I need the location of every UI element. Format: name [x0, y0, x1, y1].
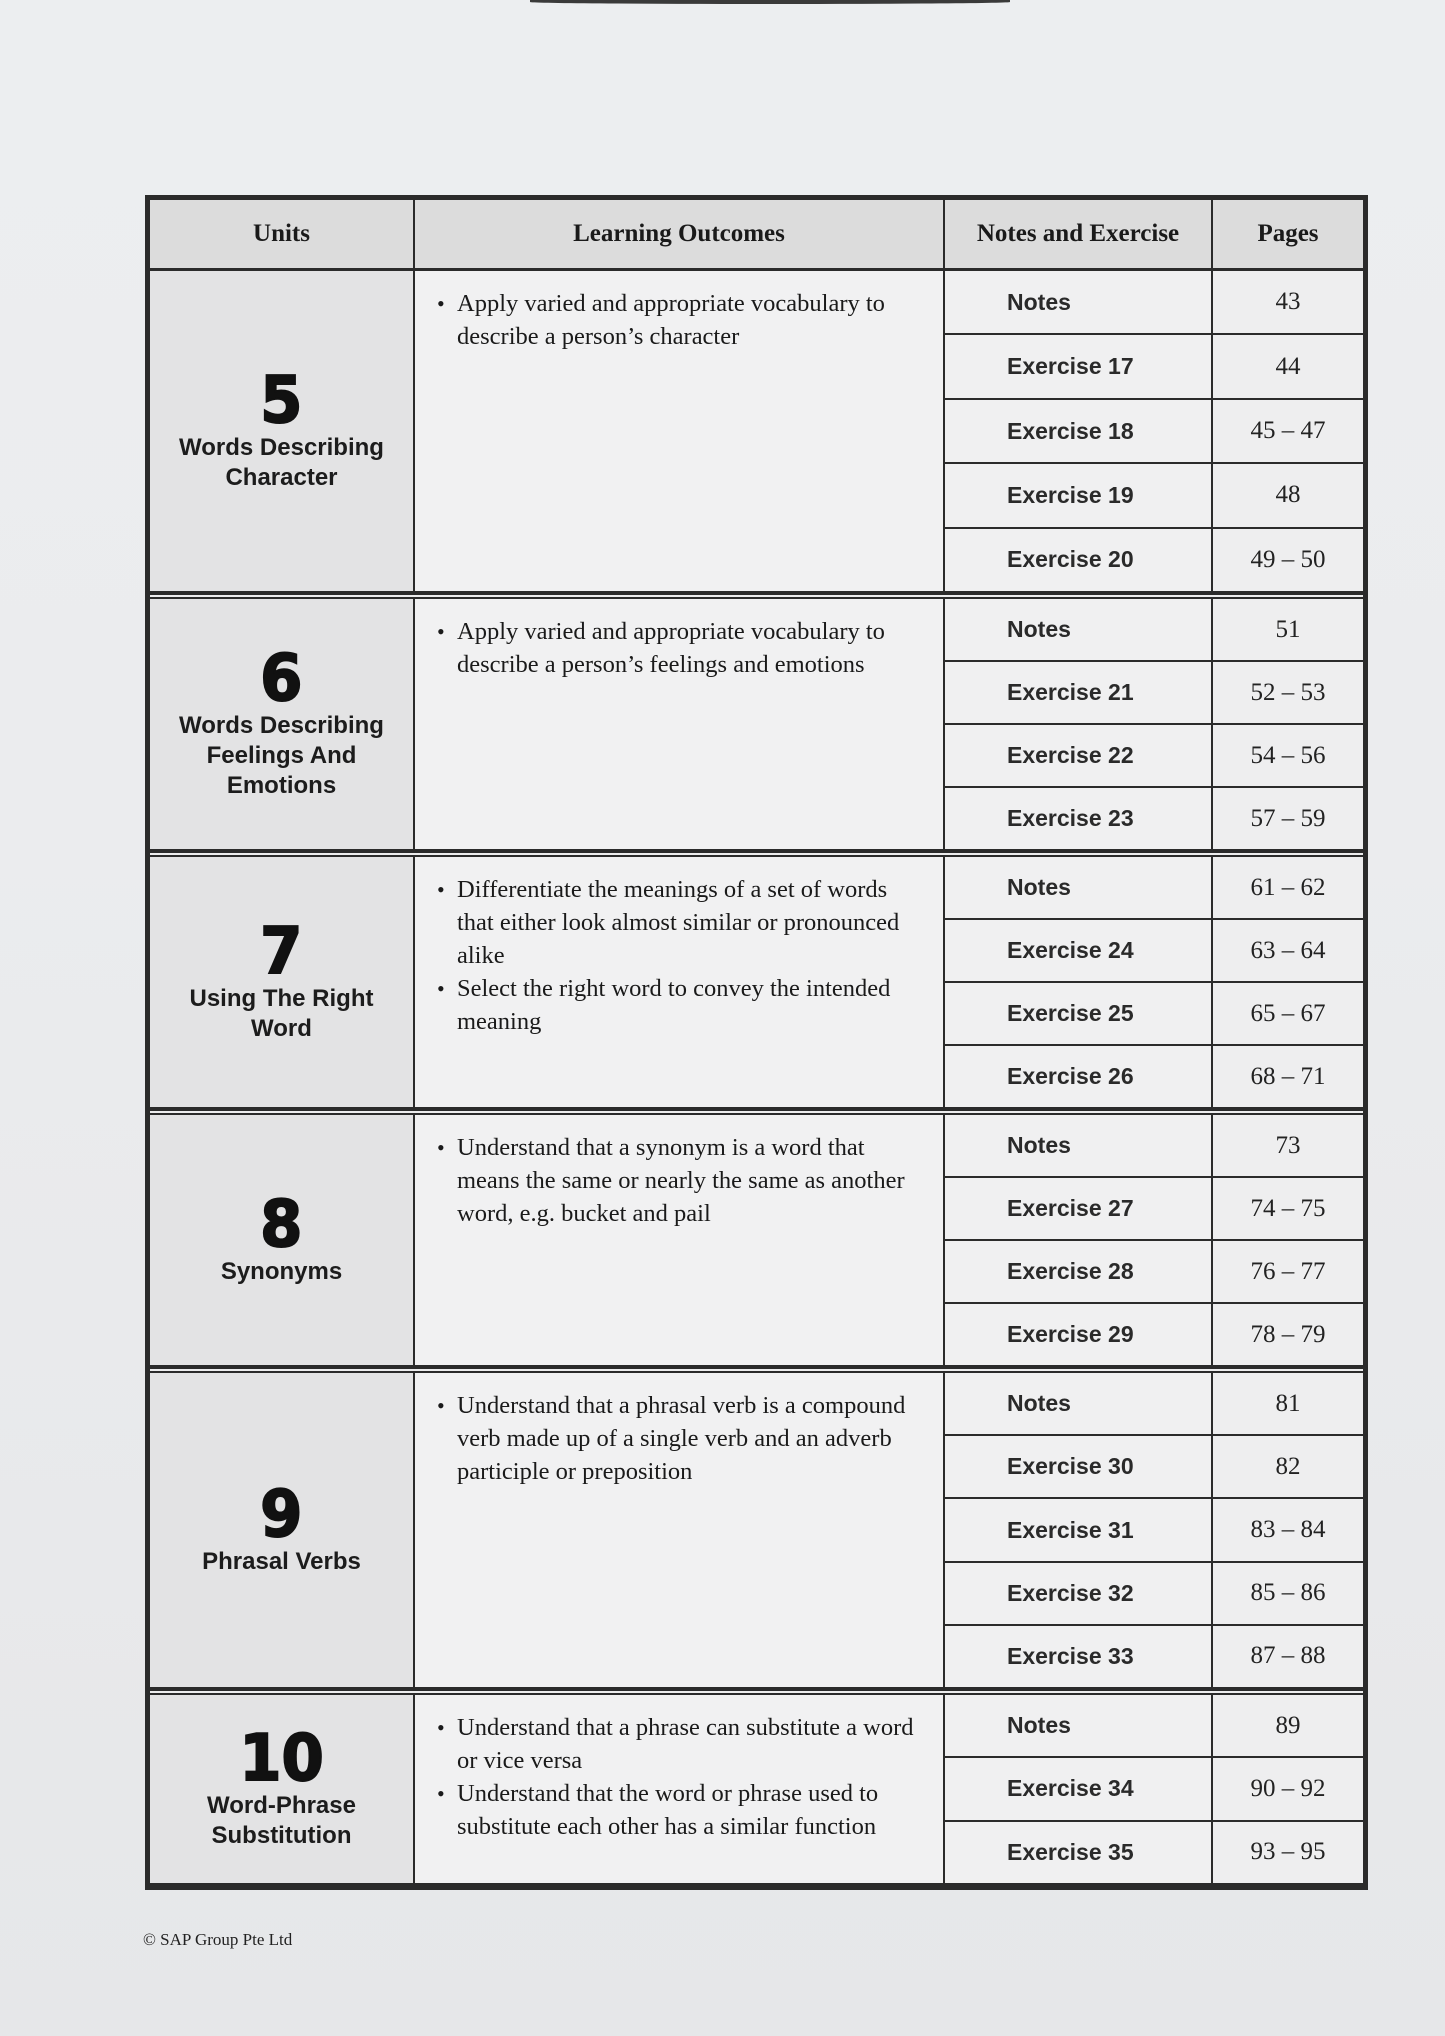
table-row: [945, 920, 1363, 983]
entry-pages: 74 – 75: [1213, 1178, 1363, 1239]
table-row: [945, 599, 1363, 662]
entry-label: Exercise 28: [945, 1241, 1213, 1302]
unit-number: 7: [260, 915, 303, 989]
entry-label: Exercise 25: [945, 983, 1213, 1044]
entry-pages: 52 – 53: [1213, 662, 1363, 723]
entry-pages: 90 – 92: [1213, 1758, 1363, 1819]
outcome-item: • Apply varied and appropriate vocabulary to describe a person’s character: [435, 287, 929, 353]
outcome-list: [435, 615, 929, 681]
entry-pages: 89: [1213, 1695, 1363, 1756]
entry-pages: 68 – 71: [1213, 1046, 1363, 1107]
table-row: [945, 983, 1363, 1046]
entry-pages: 44: [1213, 335, 1363, 397]
table-header-row: [150, 200, 1363, 271]
entry-label: Notes: [945, 1373, 1213, 1434]
unit-cell: [150, 1695, 415, 1883]
entry-label: Exercise 18: [945, 400, 1213, 462]
table-row: [945, 788, 1363, 849]
entry-label: Exercise 27: [945, 1178, 1213, 1239]
learning-outcomes-cell: [415, 599, 945, 849]
outcome-list: [435, 1389, 929, 1488]
entry-label: Notes: [945, 1115, 1213, 1176]
entry-pages: 49 – 50: [1213, 529, 1363, 591]
entry-label: Exercise 23: [945, 788, 1213, 849]
unit-section: [150, 593, 1363, 851]
entry-label: Exercise 21: [945, 662, 1213, 723]
entries-column: [945, 857, 1363, 1107]
unit-cell: [150, 599, 415, 849]
outcome-list: [435, 1711, 929, 1843]
entry-pages: 81: [1213, 1373, 1363, 1434]
entries-column: [945, 599, 1363, 849]
entries-column: [945, 1115, 1363, 1365]
entry-label: Exercise 34: [945, 1758, 1213, 1819]
unit-number: 9: [260, 1478, 303, 1552]
table-row: [945, 271, 1363, 335]
unit-section: [150, 1689, 1363, 1885]
header-learning-outcomes: Learning Outcomes: [415, 200, 945, 268]
entries-column: [945, 1695, 1363, 1883]
unit-title: Synonyms: [220, 1258, 343, 1285]
unit-number: 8: [260, 1188, 303, 1262]
entry-pages: 82: [1213, 1436, 1363, 1497]
learning-outcomes-cell: [415, 1115, 945, 1365]
entry-label: Exercise 22: [945, 725, 1213, 786]
entry-label: Exercise 26: [945, 1046, 1213, 1107]
entry-label: Exercise 24: [945, 920, 1213, 981]
entry-pages: 83 – 84: [1213, 1499, 1363, 1560]
learning-outcomes-cell: [415, 271, 945, 591]
unit-title: Phrasal Verbs: [202, 1548, 361, 1575]
entry-pages: 54 – 56: [1213, 725, 1363, 786]
copyright-notice: © SAP Group Pte Ltd: [143, 1930, 293, 1949]
entry-label: Exercise 35: [945, 1822, 1213, 1883]
entry-label: Exercise 32: [945, 1563, 1213, 1624]
table-body: [150, 271, 1363, 1885]
entry-label: Exercise 30: [945, 1436, 1213, 1497]
table-row: [945, 1046, 1363, 1107]
learning-outcomes-cell: [415, 857, 945, 1107]
entry-label: Exercise 17: [945, 335, 1213, 397]
unit-cell: [150, 1115, 415, 1365]
table-row: [945, 1822, 1363, 1883]
unit-title: Using The Right Word: [189, 985, 374, 1042]
entry-pages: 51: [1213, 599, 1363, 660]
table-row: [945, 1758, 1363, 1821]
entry-label: Exercise 29: [945, 1304, 1213, 1365]
outcome-item: • Understand that a phrase can substitute a word or vice versa: [435, 1711, 929, 1777]
entry-label: Notes: [945, 271, 1213, 333]
entry-pages: 65 – 67: [1213, 983, 1363, 1044]
entry-pages: 85 – 86: [1213, 1563, 1363, 1624]
table-row: [945, 400, 1363, 464]
table-row: [945, 1499, 1363, 1562]
table-row: [945, 1178, 1363, 1241]
entry-label: Notes: [945, 599, 1213, 660]
table-row: [945, 857, 1363, 920]
outcome-list: [435, 287, 929, 353]
table-row: [945, 662, 1363, 725]
table-row: [945, 335, 1363, 399]
entry-pages: 87 – 88: [1213, 1626, 1363, 1687]
table-row: [945, 1563, 1363, 1626]
learning-outcomes-cell: [415, 1373, 945, 1687]
header-notes-and-exercise: Notes and Exercise: [945, 200, 1213, 268]
unit-number: 10: [239, 1722, 324, 1796]
unit-cell: [150, 1373, 415, 1687]
entries-column: [945, 1373, 1363, 1687]
outcome-item: • Differentiate the meanings of a set of words that either look almost similar or pronounced alike: [435, 873, 929, 972]
header-pages: Pages: [1257, 220, 1319, 247]
entry-label: Notes: [945, 857, 1213, 918]
unit-section: [150, 271, 1363, 593]
table-row: [945, 1304, 1363, 1365]
table-row: [945, 529, 1363, 591]
outcome-list: [435, 1131, 929, 1230]
outcome-item: • Understand that a synonym is a word that means the same or nearly the same as another word, e.g. bucket and pail: [435, 1131, 929, 1230]
entry-pages: 78 – 79: [1213, 1304, 1363, 1365]
unit-section: [150, 1367, 1363, 1689]
unit-number: 6: [260, 642, 303, 716]
entry-pages: 73: [1213, 1115, 1363, 1176]
unit-title: Word-Phrase Substitution: [207, 1792, 356, 1849]
table-row: [945, 1436, 1363, 1499]
table-row: [945, 1373, 1363, 1436]
table-row: [945, 1115, 1363, 1178]
entry-label: Notes: [945, 1695, 1213, 1756]
table-row: [945, 1241, 1363, 1304]
learning-outcomes-cell: [415, 1695, 945, 1883]
entry-label: Exercise 20: [945, 529, 1213, 591]
unit-title: Words Describing Feelings And Emotions: [179, 712, 384, 799]
table-row: [945, 1626, 1363, 1687]
table-row: [945, 1695, 1363, 1758]
table-row: [945, 464, 1363, 528]
outcome-item: • Apply varied and appropriate vocabulary to describe a person’s feelings and emotions: [435, 615, 929, 681]
entry-label: Exercise 19: [945, 464, 1213, 526]
outcome-list: [435, 873, 929, 1038]
entry-label: Exercise 31: [945, 1499, 1213, 1560]
entry-pages: 57 – 59: [1213, 788, 1363, 849]
outcome-item: • Understand that the word or phrase used to substitute each other has a similar function: [435, 1777, 929, 1843]
header-units: Units: [150, 200, 415, 268]
entry-pages: 43: [1213, 271, 1363, 333]
unit-section: [150, 1109, 1363, 1367]
outcome-item: • Select the right word to convey the intended meaning: [435, 972, 929, 1038]
unit-section: [150, 851, 1363, 1109]
unit-title: Words Describing Character: [179, 434, 384, 491]
table-row: [945, 725, 1363, 788]
unit-number: 5: [260, 364, 303, 438]
entry-label: Exercise 33: [945, 1626, 1213, 1687]
page-top-edge: [530, 0, 1010, 4]
entry-pages: 45 – 47: [1213, 400, 1363, 462]
entry-pages: 76 – 77: [1213, 1241, 1363, 1302]
entry-pages: 48: [1213, 464, 1363, 526]
entry-pages: 93 – 95: [1213, 1822, 1363, 1883]
unit-cell: [150, 857, 415, 1107]
outcome-item: • Understand that a phrasal verb is a compound verb made up of a single verb and an adverb participle or preposition: [435, 1389, 929, 1488]
entries-column: [945, 271, 1363, 591]
contents-table: [145, 195, 1368, 1890]
entry-pages: 63 – 64: [1213, 920, 1363, 981]
unit-cell: [150, 271, 415, 591]
entry-pages: 61 – 62: [1213, 857, 1363, 918]
